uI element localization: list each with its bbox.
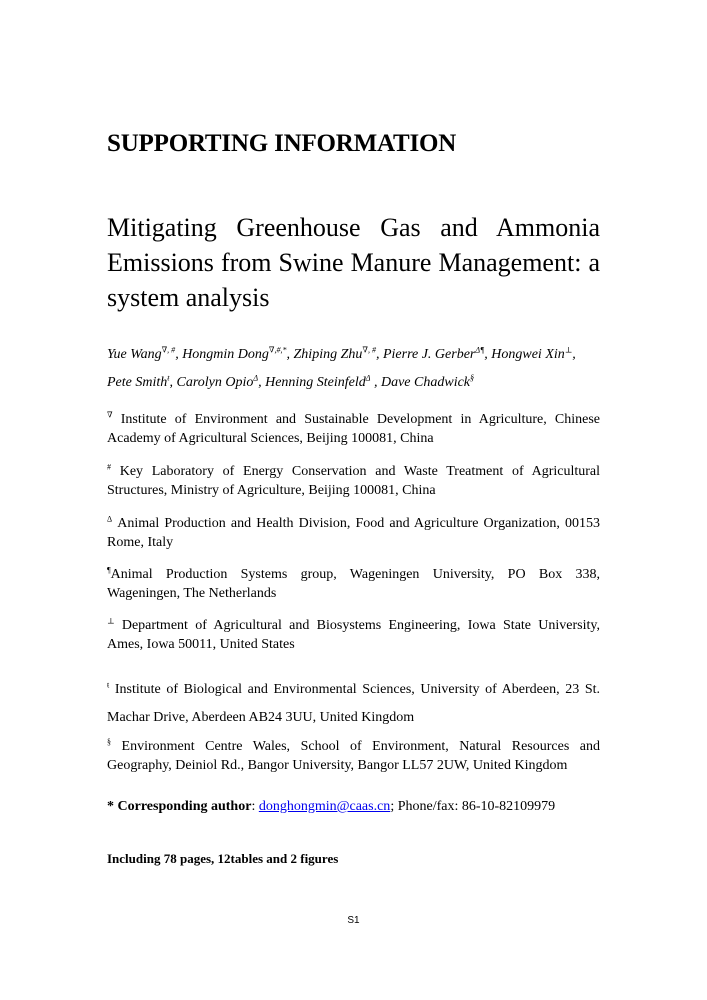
affiliation: § Environment Centre Wales, School of Environment, Natural Resources and Geography, Deiniol Rd., Bangor University, Bangor LL57 2UW, United Kingdom bbox=[107, 737, 600, 773]
author: Henning Steinfeld$^\Delta$ , bbox=[265, 373, 381, 390]
page-count-note: Including 78 pages, 12tables and 2 figures bbox=[107, 851, 339, 866]
title-line-2: Emissions from Swine Manure Management: a bbox=[107, 248, 600, 277]
affiliation: ⊥ Department of Agricultural and Biosystems Engineering, Iowa State University, Ames, Iowa 50011, United States bbox=[107, 616, 601, 652]
phone-fax: ; Phone/fax: 86-10-82109979 bbox=[390, 799, 556, 814]
author-list bbox=[107, 341, 600, 397]
supporting-information-heading: SUPPORTING INFORMATION bbox=[107, 130, 457, 157]
author: Hongwei Xin⊥, bbox=[491, 345, 576, 362]
title-line-1: Mitigating Greenhouse Gas and Ammonia bbox=[107, 213, 600, 242]
author: Hongmin Dong∇,#,*, bbox=[182, 345, 294, 362]
affiliation: $^\Delta$ Animal Production and Health Division, Food and Agriculture Organization, 00153 Rome, Italy bbox=[107, 514, 600, 550]
corresponding-author: * Corresponding author: donghongmin@caas.cn; Phone/fax: 86-10-82109979 bbox=[107, 799, 556, 814]
affiliation: $^ŧ$ Institute of Biological and Environmental Sciences, University of Aberdeen, 23 St. Machar Drive, Aberdeen AB24 3UU, United Kingdom bbox=[107, 680, 600, 725]
corresponding-author-label: * Corresponding author bbox=[107, 799, 252, 814]
page-number: S1 bbox=[347, 915, 360, 926]
author: Pete Smith$^ŧ$, bbox=[107, 373, 177, 390]
author: Pierre J. Gerber$^{\Delta\P}$, bbox=[382, 345, 492, 362]
author: Dave Chadwick§ bbox=[380, 373, 475, 390]
paper-title bbox=[107, 210, 600, 315]
author: Carolyn Opio$^\Delta$, bbox=[176, 373, 266, 390]
affiliation: ∇ Institute of Environment and Sustainable Development in Agriculture, Chinese Academy of Agricultural Sciences, Beijing 100081, China bbox=[107, 410, 601, 446]
affiliation: # Key Laboratory of Energy Conservation and Waste Treatment of Agricultural Structures, Ministry of Agriculture, Beijing 100081, China bbox=[107, 462, 601, 498]
author: Zhiping Zhu∇, #, bbox=[293, 345, 383, 362]
corresponding-email-link[interactable]: donghongmin@caas.cn bbox=[258, 799, 391, 814]
title-line-3: system analysis bbox=[107, 283, 270, 312]
affiliation: ¶Animal Production Systems group, Wageningen University, PO Box 338, Wageningen, The Netherlands bbox=[107, 565, 600, 601]
author: Yue Wang∇, #, bbox=[107, 345, 183, 362]
